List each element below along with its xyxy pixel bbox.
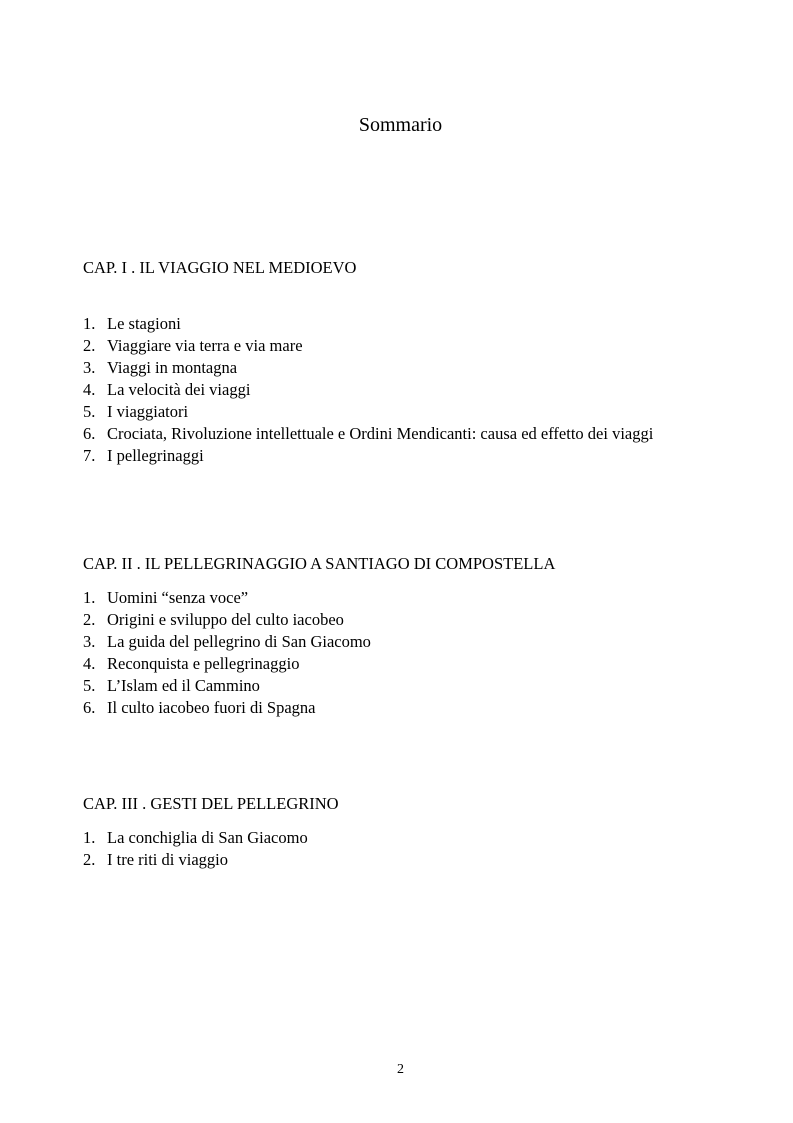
toc-item bbox=[83, 379, 703, 401]
toc-item bbox=[83, 423, 703, 445]
toc-item-text: Le stagioni bbox=[107, 314, 181, 333]
toc-item-text: Viaggi in montagna bbox=[107, 358, 238, 377]
toc-item-number: 2. bbox=[83, 610, 96, 629]
chapter-3-list bbox=[83, 827, 703, 871]
toc-item bbox=[83, 335, 703, 357]
chapter-2 bbox=[83, 553, 703, 719]
page-title: Sommario bbox=[358, 114, 443, 136]
toc-item-number: 4. bbox=[83, 654, 96, 673]
toc-item bbox=[83, 631, 703, 653]
chapter-heading: CAP. II . IL PELLEGRINAGGIO A SANTIAGO DI COMPOSTELLA bbox=[83, 554, 556, 573]
toc-item-text: La conchiglia di San Giacomo bbox=[107, 828, 308, 847]
toc-item bbox=[83, 849, 703, 871]
toc-item bbox=[83, 313, 703, 335]
toc-item bbox=[83, 609, 703, 631]
toc-item bbox=[83, 653, 703, 675]
chapter-3 bbox=[83, 793, 703, 871]
chapter-2-list bbox=[83, 587, 703, 719]
chapter-1-list bbox=[83, 313, 703, 467]
toc-item-number: 5. bbox=[83, 402, 96, 421]
toc-item-number: 3. bbox=[83, 632, 96, 651]
toc-item-number: 1. bbox=[83, 588, 96, 607]
toc-item bbox=[83, 697, 703, 719]
toc-item bbox=[83, 827, 703, 849]
toc-item bbox=[83, 587, 703, 609]
toc-item-text: I pellegrinaggi bbox=[107, 446, 204, 465]
toc-item bbox=[83, 445, 703, 467]
toc-item-text: I viaggiatori bbox=[107, 402, 189, 421]
toc-item-text: L’Islam ed il Cammino bbox=[107, 676, 260, 695]
toc-item bbox=[83, 401, 703, 423]
toc-item-text: Origini e sviluppo del culto iacobeo bbox=[107, 610, 344, 629]
toc-item-number: 5. bbox=[83, 676, 96, 695]
toc-item-text: Crociata, Rivoluzione intellettuale e Ordini Mendicanti: causa ed effetto dei viaggi bbox=[107, 424, 654, 443]
toc-item-number: 7. bbox=[83, 446, 96, 465]
chapter-heading: CAP. III . GESTI DEL PELLEGRINO bbox=[83, 794, 339, 813]
toc-item-text: La guida del pellegrino di San Giacomo bbox=[107, 632, 371, 651]
toc-item-number: 6. bbox=[83, 424, 96, 443]
toc-item-number: 4. bbox=[83, 380, 96, 399]
toc-item-text: Uomini “senza voce” bbox=[107, 588, 249, 607]
toc-item bbox=[83, 357, 703, 379]
toc-item-number: 2. bbox=[83, 336, 96, 355]
toc-item-text: Reconquista e pellegrinaggio bbox=[107, 654, 300, 673]
toc-item bbox=[83, 675, 703, 697]
chapter-heading: CAP. I . IL VIAGGIO NEL MEDIOEVO bbox=[83, 258, 357, 277]
toc-item-number: 1. bbox=[83, 828, 96, 847]
toc-item-number: 1. bbox=[83, 314, 96, 333]
toc-item-number: 3. bbox=[83, 358, 96, 377]
page-number: 2 bbox=[397, 1062, 404, 1077]
toc-item-text: La velocità dei viaggi bbox=[107, 380, 251, 399]
chapter-1 bbox=[83, 257, 703, 467]
toc-item-text: Viaggiare via terra e via mare bbox=[107, 336, 303, 355]
toc-item-number: 2. bbox=[83, 850, 96, 869]
toc-item-number: 6. bbox=[83, 698, 96, 717]
toc-item-text: I tre riti di viaggio bbox=[107, 850, 228, 869]
toc-item-text: Il culto iacobeo fuori di Spagna bbox=[107, 698, 316, 717]
